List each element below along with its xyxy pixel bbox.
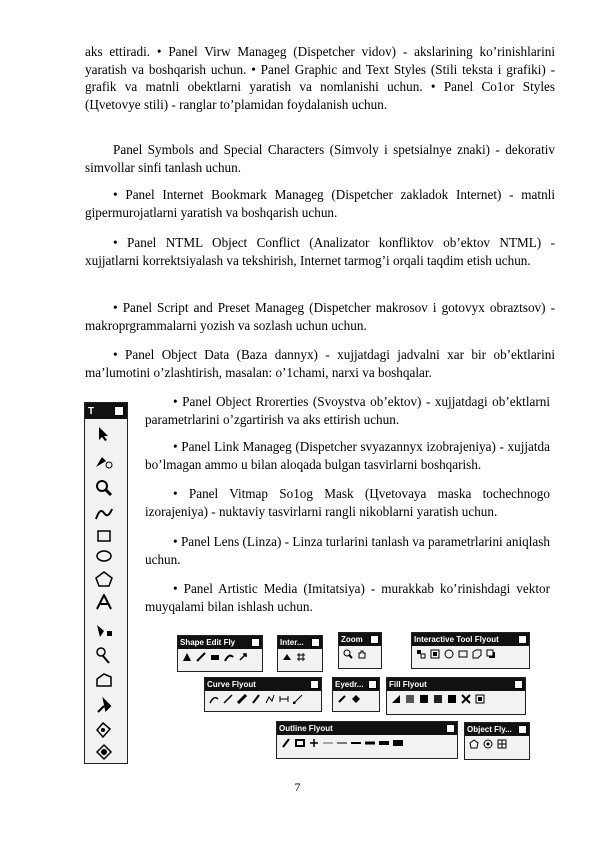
connector-icon[interactable] xyxy=(293,694,303,704)
paragraph-9: • Panel Vitmap So1og Mask (Цvetovaya maska tochechnogo izorajeniya) - nuktaviy tasvirlarni rangli nikoblarni yaratish uchun. xyxy=(145,486,550,519)
ellipse-icon[interactable] xyxy=(91,545,117,567)
polyline-icon[interactable] xyxy=(265,694,275,704)
fill-color-icon[interactable] xyxy=(391,694,401,704)
fountain-fill-icon[interactable] xyxy=(405,694,415,704)
hairline-icon[interactable] xyxy=(323,738,333,748)
paragraph-11: • Panel Artistic Media (Imitatsiya) - murakkab ko’rinishdagi vektor muyqalami bilan ishlash uchun. xyxy=(145,581,550,614)
eyedropper-flyout xyxy=(332,677,380,712)
paragraph-2: Panel Symbols and Special Characters (Simvoly i spetsialnye znaki) - dekorativ simvollar sinfi tanlash uchun. xyxy=(85,142,555,175)
line-2-icon[interactable] xyxy=(351,738,361,748)
no-fill-icon[interactable] xyxy=(461,694,471,704)
knife-icon[interactable] xyxy=(196,652,206,662)
artistic-media-icon[interactable] xyxy=(237,694,247,704)
smudge-icon[interactable] xyxy=(224,652,234,662)
postscript-fill-icon[interactable] xyxy=(447,694,457,704)
dimension-icon[interactable] xyxy=(279,694,289,704)
paragraph-5: • Panel Script and Preset Manageg (Dispetcher makrosov i gotovyx obraztsov) - makroprgrammalarni yozish va sozlash uchun uchun. xyxy=(85,300,555,333)
hand-icon[interactable] xyxy=(357,649,367,659)
outline-pen-icon[interactable] xyxy=(281,738,291,748)
close-icon[interactable] xyxy=(311,638,320,647)
polygon-icon[interactable] xyxy=(469,739,479,749)
shape-edit-icon[interactable] xyxy=(91,450,117,472)
envelope-icon[interactable] xyxy=(458,649,468,659)
shadow-icon[interactable] xyxy=(486,649,496,659)
eyedropper-icon[interactable] xyxy=(91,645,117,667)
corel-toolbox xyxy=(84,402,128,764)
zoom-flyout-title: Zoom xyxy=(341,635,363,644)
eyedropper-flyout-title: Eyedr... xyxy=(335,680,364,689)
interactive-fill-icon[interactable] xyxy=(282,652,292,662)
blend-icon[interactable] xyxy=(416,649,426,659)
paragraph-3: • Panel Internet Bookmark Manageg (Dispetcher zakladok Internet) - matnli gipermurojatlarni yaratish va boshqarish uchun. xyxy=(85,187,555,220)
line-4-icon[interactable] xyxy=(379,738,389,748)
interactive-flyout xyxy=(277,635,323,672)
line-3-icon[interactable] xyxy=(365,738,375,748)
shape-edit-flyout xyxy=(177,635,263,672)
eyedropper-icon[interactable] xyxy=(337,694,347,704)
interactive-tool-flyout-title: Interactive Tool Flyout xyxy=(414,635,499,644)
shape-icon[interactable] xyxy=(182,652,192,662)
zoom-icon[interactable] xyxy=(91,477,117,499)
rectangle-icon[interactable] xyxy=(91,525,117,547)
pick-arrow-icon[interactable] xyxy=(91,423,117,445)
close-icon[interactable] xyxy=(310,680,319,689)
interactive-fill-icon[interactable] xyxy=(91,619,117,641)
transform-icon[interactable] xyxy=(238,652,248,662)
close-icon[interactable] xyxy=(518,635,527,644)
contour-icon[interactable] xyxy=(430,649,440,659)
line-1-icon[interactable] xyxy=(337,738,347,748)
fill-flyout xyxy=(386,677,526,715)
paragraph-4: • Panel NTML Object Conflict (Analizator konfliktov ob’ektov NTML) - xujjatlarni korrektsiyalash va tekshirish, Internet tarmog’i orqali taqdim etish uchun. xyxy=(85,235,555,268)
paragraph-8: • Panel Link Manageg (Dispetcher svyazannyx izobrajeniya) - xujjatda bo’lmagan ammo u bilan aloqada bulgan tasvirlarni boshqarish. xyxy=(145,439,550,472)
outline-flyout-title: Outline Flyout xyxy=(279,724,333,733)
line-5-icon[interactable] xyxy=(393,738,403,748)
distort-icon[interactable] xyxy=(444,649,454,659)
mesh-fill-icon[interactable] xyxy=(296,652,306,662)
text-icon[interactable] xyxy=(91,591,117,613)
pen-icon[interactable] xyxy=(251,694,261,704)
toolbox-titlebar xyxy=(85,403,127,419)
pattern-fill-icon[interactable] xyxy=(419,694,429,704)
color-docker-icon[interactable] xyxy=(475,694,485,704)
freehand-icon[interactable] xyxy=(91,502,117,524)
curve-flyout-title: Curve Flyout xyxy=(207,680,256,689)
outline-icon[interactable] xyxy=(91,669,117,691)
object-flyout xyxy=(464,722,530,760)
close-icon[interactable] xyxy=(251,638,260,647)
close-icon[interactable] xyxy=(370,635,379,644)
extrude-icon[interactable] xyxy=(472,649,482,659)
fill-icon[interactable] xyxy=(91,695,117,717)
fill-flyout-title: Fill Flyout xyxy=(389,680,427,689)
interactive-flyout-title: Inter... xyxy=(280,638,304,647)
freehand-icon[interactable] xyxy=(209,694,219,704)
shape-edit-flyout-title: Shape Edit Fly xyxy=(180,638,236,647)
paintbucket-icon[interactable] xyxy=(351,694,361,704)
outline-flyout xyxy=(276,721,458,759)
paragraph-6: • Panel Object Data (Baza dannyx) - xujjatdagi jadvalni xar bir ob’ektlarini ma’lumotini o’zlashtirish, masalan: o’1chami, narxi va boshqalar. xyxy=(85,347,555,380)
paragraph-10: • Panel Lens (Linza) - Linza turlarini tanlash va parametrlarini aniqlash uchun. xyxy=(145,534,550,567)
close-icon[interactable] xyxy=(518,725,527,734)
toolbox-title: T xyxy=(88,405,95,417)
paragraph-1: aks ettiradi. • Panel Virw Manageg (Dispetcher vidov) - akslarining ko’rinishlarini yaratish va boshqarish uchun. • Panel Graphic and Text Styles (Stili teksta i grafiki) - grafik va matnli obektlarni yaratish va nomlanishi uchun. • Panel Co1or Styles (Цvetovye stili) - ranglar to’plamidan foydalanish uchun. xyxy=(85,44,555,112)
graph-paper-icon[interactable] xyxy=(497,739,507,749)
curve-flyout xyxy=(204,677,322,712)
page-number: 7 xyxy=(294,780,301,794)
zoom-icon[interactable] xyxy=(343,649,353,659)
no-outline-icon[interactable] xyxy=(309,738,319,748)
eraser-icon[interactable] xyxy=(210,652,220,662)
close-icon[interactable] xyxy=(514,680,523,689)
outline-color-icon[interactable] xyxy=(295,738,305,748)
close-icon[interactable] xyxy=(368,680,377,689)
close-icon[interactable] xyxy=(114,406,124,416)
polygon-icon[interactable] xyxy=(91,568,117,590)
close-icon[interactable] xyxy=(446,724,455,733)
interactive-blend-icon[interactable] xyxy=(91,719,117,741)
spiral-icon[interactable] xyxy=(483,739,493,749)
object-flyout-title: Object Fly... xyxy=(467,725,512,734)
object-icon[interactable] xyxy=(91,741,117,763)
interactive-tool-flyout xyxy=(411,632,530,669)
paragraph-7: • Panel Object Rrorerties (Svoystva ob’ektov) - xujjatdagi ob’ektlarni parametrlarini o’zgartirish va aks ettirish uchun. xyxy=(145,394,550,427)
zoom-flyout xyxy=(338,632,382,669)
bezier-icon[interactable] xyxy=(223,694,233,704)
texture-fill-icon[interactable] xyxy=(433,694,443,704)
